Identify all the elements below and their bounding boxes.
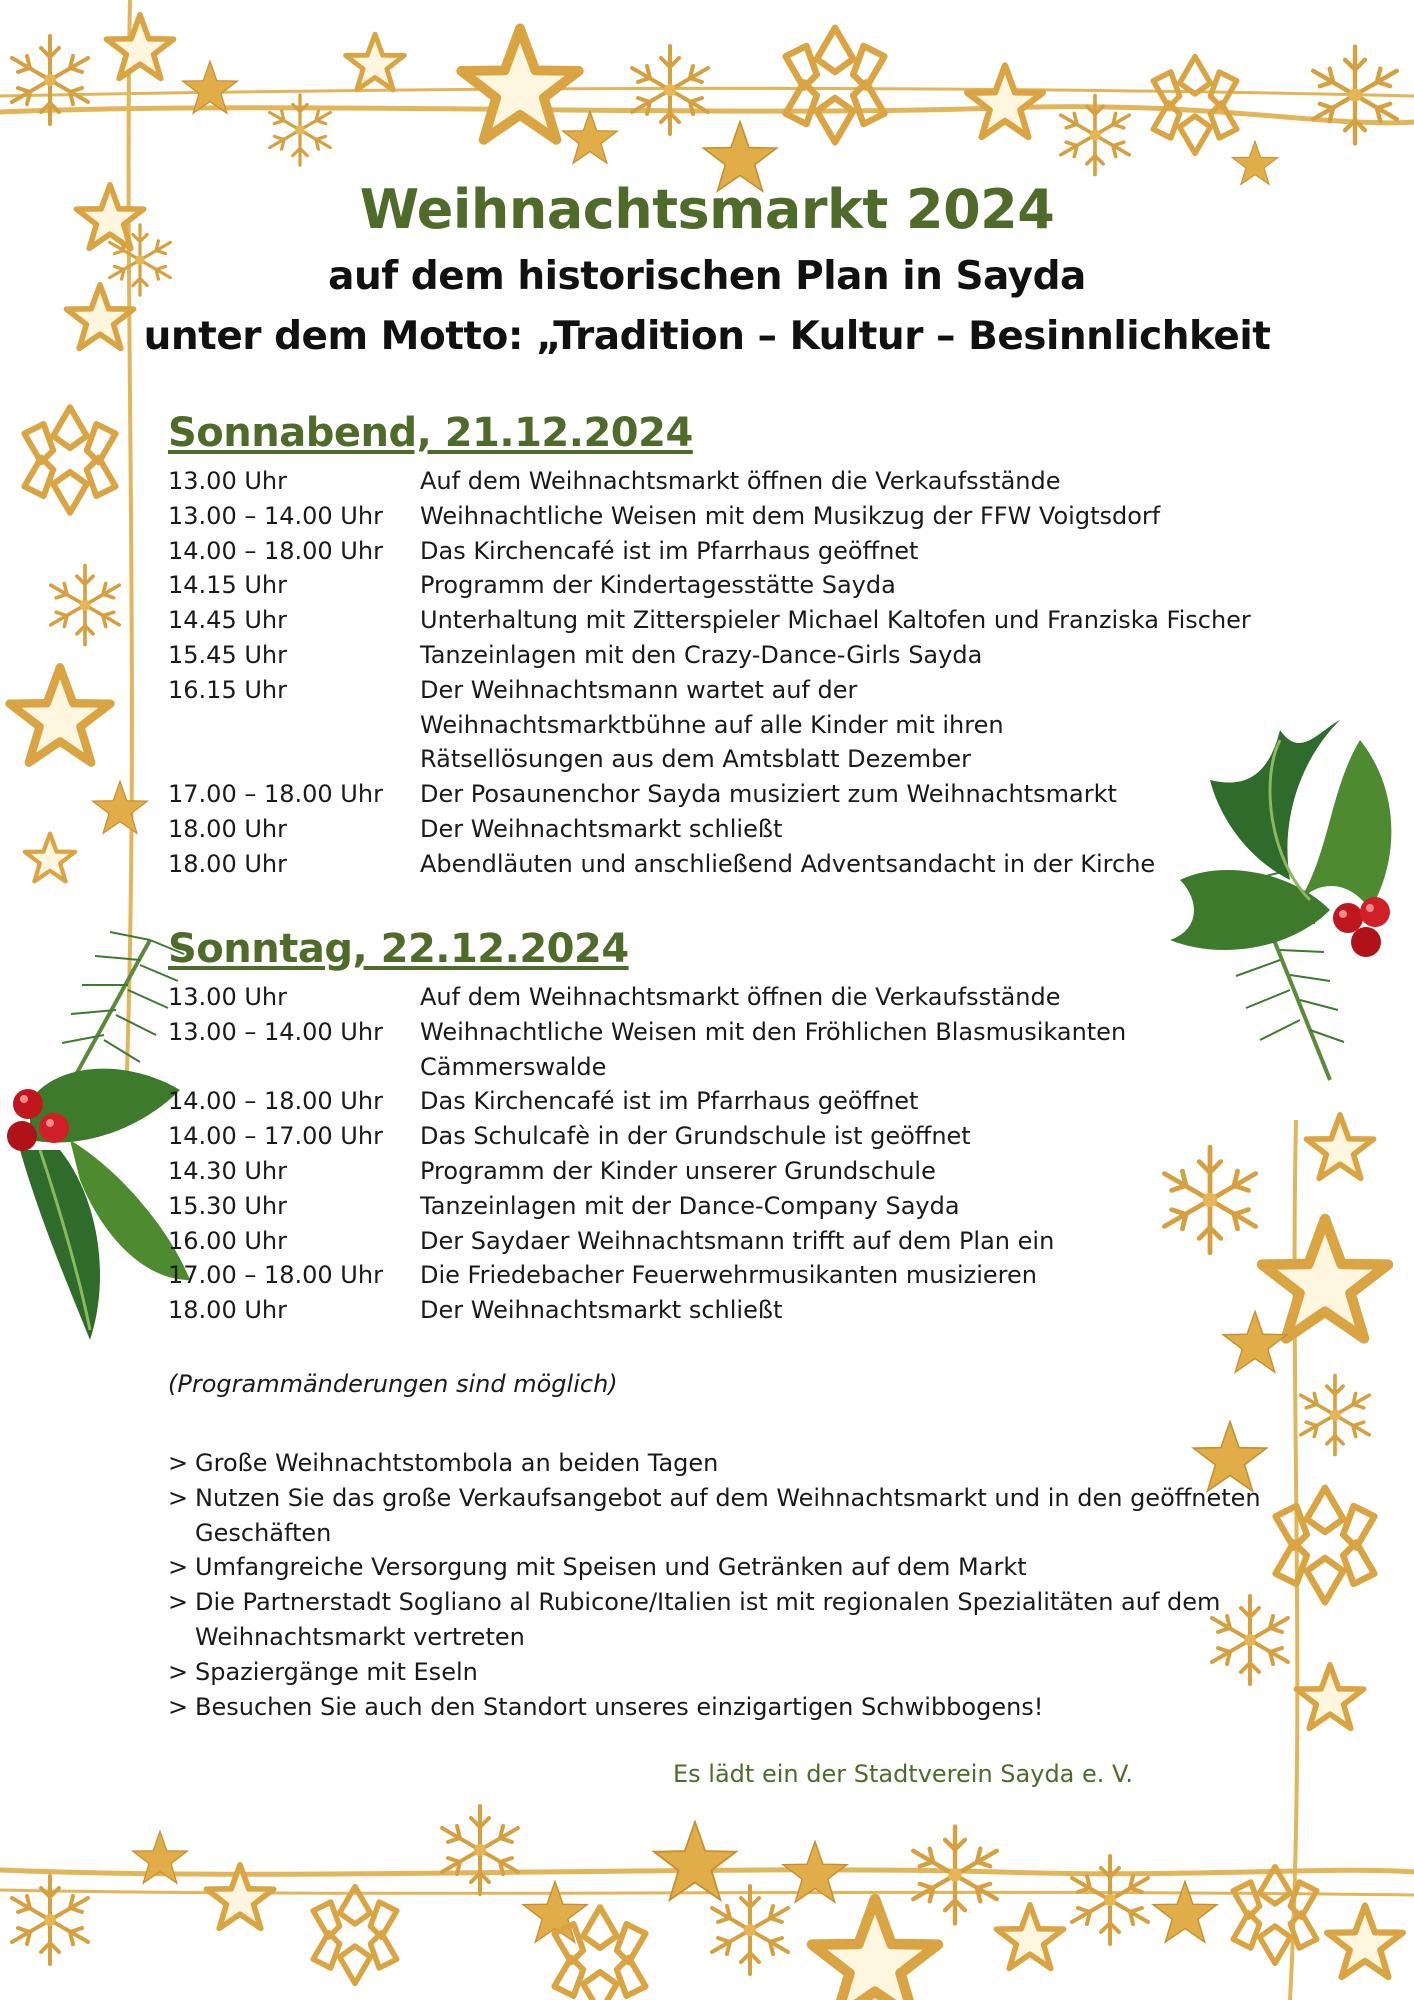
highlight-line — [168, 1690, 1268, 1725]
program-change-note: (Programmänderungen sind möglich) — [168, 1370, 618, 1398]
highlight-item — [168, 1690, 1268, 1725]
schedule-row — [168, 464, 1268, 499]
highlight-text: Besuchen Sie auch den Standort unseres einzigartigen Schwibbogens! — [195, 1692, 1044, 1721]
schedule-time: 16.00 Uhr — [168, 1226, 287, 1255]
highlight-item — [168, 1585, 1268, 1655]
highlight-text: Die Partnerstadt Sogliano al Rubicone/Italien ist mit regionalen Spezialitäten auf dem — [195, 1588, 1221, 1617]
highlight-text: Nutzen Sie das große Verkaufsangebot auf dem Weihnachtsmarkt und in den geöffneten — [195, 1483, 1261, 1512]
highlight-text: Weihnachtsmarkt vertreten — [195, 1622, 525, 1651]
schedule-time: 18.00 Uhr — [168, 849, 287, 878]
bullet-marker: > — [168, 1692, 189, 1721]
schedule-time: 14.00 – 17.00 Uhr — [168, 1122, 383, 1151]
highlight-line — [168, 1550, 1268, 1585]
schedule-event: Rätsellösungen aus dem Amtsblatt Dezember — [420, 745, 972, 774]
highlight-item — [168, 1655, 1268, 1690]
highlight-text: Spaziergänge mit Eseln — [195, 1657, 478, 1686]
schedule-time: 13.00 – 14.00 Uhr — [168, 1017, 383, 1046]
schedule-event: Der Weihnachtsmarkt schließt — [420, 1296, 783, 1325]
schedule-row — [168, 1189, 1268, 1224]
schedule-time: 17.00 – 18.00 Uhr — [168, 780, 383, 809]
schedule-event: Der Posaunenchor Sayda musiziert zum Weihnachtsmarkt — [420, 780, 1117, 809]
schedule-time: 15.45 Uhr — [168, 640, 287, 669]
highlight-line — [168, 1585, 1268, 1620]
highlight-line — [168, 1620, 1268, 1655]
schedule-row — [168, 742, 1268, 777]
schedule-row — [168, 534, 1268, 569]
schedule-row — [168, 1050, 1268, 1085]
schedule-time — [168, 1050, 420, 1085]
schedule-event: Weihnachtliche Weisen mit dem Musikzug der FFW Voigtsdorf — [420, 501, 1161, 530]
schedule-row — [168, 708, 1268, 743]
bullet-marker: > — [168, 1588, 189, 1617]
schedule-time: 18.00 Uhr — [168, 1296, 287, 1325]
schedule-event: Weihnachtsmarktbühne auf alle Kinder mit ihren — [420, 710, 1004, 739]
schedule-row — [168, 673, 1268, 708]
schedule-row — [168, 980, 1268, 1015]
schedule-time: 13.00 Uhr — [168, 983, 287, 1011]
schedule-event: Abendläuten und anschließend Adventsandacht in der Kirche — [420, 849, 1156, 878]
saturday-schedule — [168, 464, 1268, 882]
highlight-text: Geschäften — [195, 1518, 332, 1547]
schedule-time: 14.45 Uhr — [168, 606, 287, 635]
flyer-subtitle-motto: unter dem Motto: „Tradition – Kultur – Besinnlichkeit — [143, 314, 1271, 359]
schedule-event: Cämmerswalde — [420, 1052, 607, 1081]
schedule-row — [168, 777, 1268, 812]
highlight-line — [168, 1655, 1268, 1690]
flyer-subtitle-location: auf dem historischen Plan in Sayda — [328, 254, 1086, 299]
schedule-time: 14.00 – 18.00 Uhr — [168, 536, 383, 565]
schedule-row — [168, 1154, 1268, 1189]
schedule-time — [168, 708, 420, 743]
schedule-event: Das Kirchencafé ist im Pfarrhaus geöffnet — [420, 1087, 919, 1116]
highlight-text: Große Weihnachtstombola an beiden Tagen — [195, 1449, 719, 1477]
schedule-event: Tanzeinlagen mit der Dance-Company Sayda — [420, 1191, 960, 1220]
highlight-text: Umfangreiche Versorgung mit Speisen und Getränken auf dem Markt — [195, 1553, 1027, 1582]
schedule-time — [168, 742, 420, 777]
schedule-time: 15.30 Uhr — [168, 1191, 287, 1220]
schedule-row — [168, 1119, 1268, 1154]
saturday-heading: Sonnabend, 21.12.2024 — [168, 410, 693, 456]
schedule-event: Unterhaltung mit Zitterspieler Michael Kaltofen und Franziska Fischer — [420, 606, 1251, 635]
schedule-row — [168, 1084, 1268, 1119]
schedule-row — [168, 1258, 1268, 1293]
highlight-item — [168, 1481, 1268, 1551]
schedule-time: 13.00 – 14.00 Uhr — [168, 501, 383, 530]
schedule-event: Auf dem Weihnachtsmarkt öffnen die Verkaufsstände — [420, 983, 1061, 1011]
bullet-marker: > — [168, 1657, 189, 1686]
highlight-line — [168, 1446, 1268, 1481]
bullet-marker: > — [168, 1483, 189, 1512]
flyer-title: Weihnachtsmarkt 2024 — [359, 178, 1055, 241]
schedule-row — [168, 568, 1268, 603]
schedule-row — [168, 638, 1268, 673]
schedule-event: Der Saydaer Weihnachtsmann trifft auf dem Plan ein — [420, 1226, 1055, 1255]
schedule-row — [168, 1224, 1268, 1259]
schedule-event: Das Schulcafè in der Grundschule ist geöffnet — [420, 1122, 971, 1151]
schedule-event: Weihnachtliche Weisen mit den Fröhlichen Blasmusikanten — [420, 1017, 1127, 1046]
schedule-time: 17.00 – 18.00 Uhr — [168, 1261, 383, 1290]
schedule-row — [168, 847, 1268, 882]
highlights-list — [168, 1446, 1268, 1724]
highlight-item — [168, 1446, 1268, 1481]
highlight-item — [168, 1550, 1268, 1585]
schedule-time: 16.15 Uhr — [168, 675, 287, 704]
bullet-marker — [168, 1516, 195, 1551]
sunday-schedule — [168, 980, 1268, 1328]
schedule-time: 13.00 Uhr — [168, 467, 287, 495]
schedule-time: 18.00 Uhr — [168, 814, 287, 843]
schedule-row — [168, 1015, 1268, 1050]
schedule-event: Programm der Kindertagesstätte Sayda — [420, 571, 896, 600]
schedule-time: 14.15 Uhr — [168, 571, 287, 600]
schedule-event: Programm der Kinder unserer Grundschule — [420, 1156, 936, 1185]
schedule-row — [168, 603, 1268, 638]
bullet-marker — [168, 1620, 195, 1655]
schedule-event: Der Weihnachtsmarkt schließt — [420, 814, 783, 843]
highlight-line — [168, 1516, 1268, 1551]
highlight-line — [168, 1481, 1268, 1516]
sunday-heading: Sonntag, 22.12.2024 — [168, 926, 629, 972]
bullet-marker: > — [168, 1553, 189, 1582]
schedule-time: 14.00 – 18.00 Uhr — [168, 1087, 383, 1116]
schedule-row — [168, 812, 1268, 847]
schedule-event: Tanzeinlagen mit den Crazy-Dance-Girls Sayda — [420, 640, 983, 669]
bullet-marker: > — [168, 1449, 189, 1477]
schedule-time: 14.30 Uhr — [168, 1156, 287, 1185]
invitation-signature: Es lädt ein der Stadtverein Sayda e. V. — [673, 1760, 1133, 1788]
schedule-row — [168, 499, 1268, 534]
schedule-event: Auf dem Weihnachtsmarkt öffnen die Verkaufsstände — [420, 467, 1061, 495]
schedule-event: Die Friedebacher Feuerwehrmusikanten musizieren — [420, 1261, 1037, 1290]
schedule-event: Das Kirchencafé ist im Pfarrhaus geöffnet — [420, 536, 919, 565]
schedule-event: Der Weihnachtsmann wartet auf der — [420, 675, 858, 704]
schedule-row — [168, 1293, 1268, 1328]
